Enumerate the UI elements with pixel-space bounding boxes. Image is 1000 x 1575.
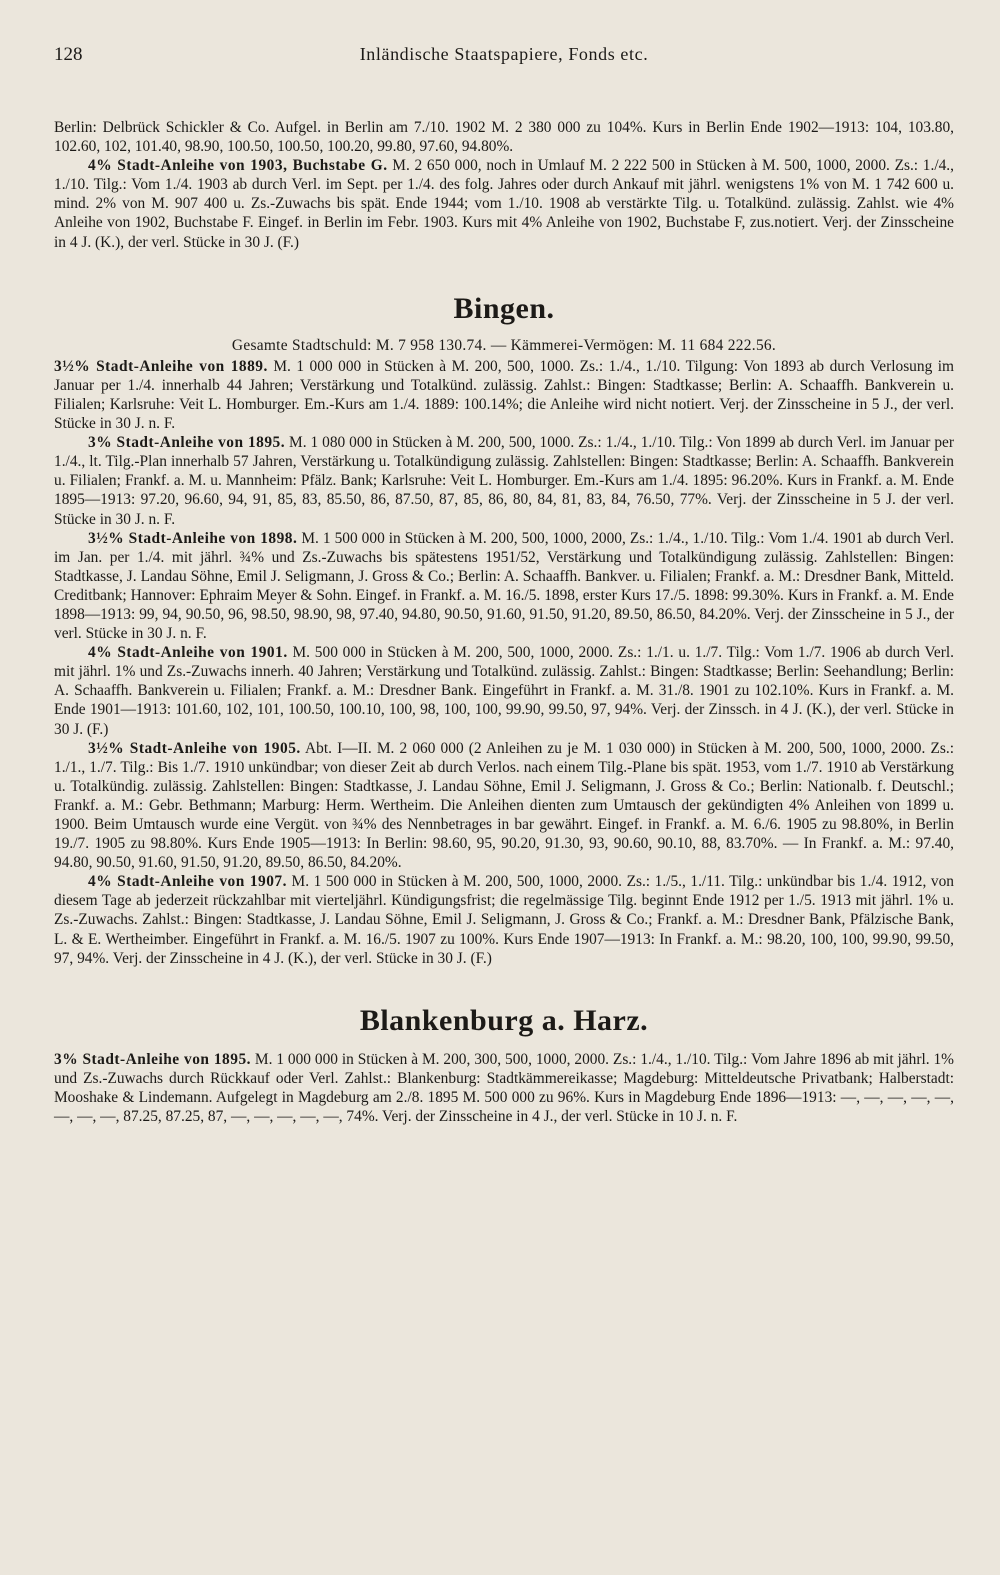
loan-entry xyxy=(54,1050,954,1126)
loan-entry xyxy=(54,357,954,433)
loan-title: 4% Stadt-Anleihe von 1907. xyxy=(88,873,287,891)
loan-title: 4% Stadt-Anleihe von 1901. xyxy=(88,644,288,662)
loan-entry xyxy=(54,529,954,644)
loan-description: M. 1 000 000 in Stücken à M. 200, 500, 1000. Zs.: 1./4., 1./10. Tilgung: Von 1893 ab durch Verlosung im Januar per 1./4. innerhalb 44 Jahren; Verstärkung und Totalkünd. zulässig. Zahlst.: Bingen: Stadtkasse; Berlin: A. Schaaffh. Bankverein u. Filialen; Karlsruhe: Veit L. Homburger. Em.-Kurs am 1./4. 1889: 100.14%; die Anleihe wird nicht notiert. Verj. der Zinsscheine in 5 J., der verl. Stücke in 30 J. n. F. xyxy=(54,357,955,433)
loan-description: M. 2 650 000, noch in Umlauf M. 2 222 500 in Stücken à M. 500, 1000, 2000. Zs.: 1./4., 1./10. Tilg.: Vom 1./4. 1903 ab durch Verl. im Sept. per 1./4. des folg. Jahres oder durch Ankauf mit jährl. wenigstens 1% von M. 1 742 600 u. mind. 2% von M. 907 400 u. Zs.-Zuwachs bis spät. Ende 1944; vom 1./10. 1908 ab verstärkte Tilg. u. Totalkünd. zulässig. Zahlst. wie 4% Anleihe von 1902, Buchstabe F. Eingef. in Berlin im Febr. 1903. Kurs mit 4% Anleihe von 1902, Buchstabe F, zus.notiert. Verj. der Zinsscheine in 4 J. (K.), der verl. Stücke in 30 J. (F.) xyxy=(54,157,954,251)
city-summary: Gesamte Stadtschuld: M. 7 958 130.74. — Kämmerei-Vermögen: M. 11 684 222.56. xyxy=(231,336,777,354)
intro-paragraph xyxy=(54,118,954,156)
body-text xyxy=(54,118,954,1126)
city-heading-blankenburg: Blankenburg a. Harz. xyxy=(359,1003,649,1037)
loan-entry xyxy=(54,872,954,967)
running-head xyxy=(54,44,954,74)
running-title: Inländische Staatspapiere, Fonds etc. xyxy=(359,44,649,64)
loan-description: M. 1 000 000 in Stücken à M. 200, 300, 500, 1000, 2000. Zs.: 1./4., 1./10. Tilg.: Vom Jahre 1896 ab mit jährl. 1% und Zs.-Zuwachs durch Rückkauf oder Verl. Zahlst.: Blankenburg: Stadtkämmereikasse; Magdeburg: Mitteldeutsche Privatbank; Halberstadt: Mooshake & Lindemann. Aufgelegt in Magdeburg am 2./8. 1895 M. 500 000 zu 96%. Kurs in Magdeburg Ende 1896—1913: —, —, —, —, —, —, —, —, 87.25, 87.25, 87, —, —, —, —, —, 74%. Verj. der Zinsscheine in 4 J., der verl. Stücke in 10 J. n. F. xyxy=(54,1050,954,1126)
loan-description: M. 1 080 000 in Stücken à M. 200, 500, 1000. Zs.: 1./4., 1./10. Tilg.: Von 1899 ab durch Verl. im Januar per 1./4., lt. Tilg.-Plan innerhalb 57 Jahren, Verstärkung u. Totalkündigung zulässig. Zahlstellen: Bingen: Stadtkasse; Berlin: A. Schaaffh. Bankverein u. Filialen; Frankf. a. M. u. Mannheim: Pfälz. Bank; Karlsruhe: Veit L. Homburger. Em.-Kurs am 1./4. 1895: 96.20%. Kurs in Frankf. a. M. Ende 1895—1913: 97.20, 96.60, 94, 91, 85, 83, 85.50, 86, 87.50, 87, 85, 86, 80, 84, 81, 83, 84, 76.50, 77%. Verj. der Zinsscheine in 5 J. der verl. Stücke in 30 J. n. F. xyxy=(54,434,954,528)
loan-title: 3½% Stadt-Anleihe von 1905. xyxy=(88,739,301,757)
loan-title: 3½% Stadt-Anleihe von 1889. xyxy=(54,357,268,375)
loan-title: 4% Stadt-Anleihe von 1903, Buchstabe G. xyxy=(88,157,388,175)
loan-description: M. 1 500 000 in Stücken à M. 200, 500, 1000, 2000. Zs.: 1./5., 1./11. Tilg.: unkündbar bis 1./4. 1912, von diesem Tage ab jederzeit rückzahlbar mit vierteljährl. Kündigungsfrist; die regelmässige Tilg. beginnt Ende 1912 per 1./5. 1913 mit jährl. 1% u. Zs.-Zuwachs. Zahlst.: Bingen: Stadtkasse, J. Landau Söhne, Emil J. Seligmann, J. Gross & Co.; Frankf. a. M.: Dresdner Bank, Pfälzische Bank, L. & E. Wertheimber. Eingeführt in Frankf. a. M. 16./5. 1907 zu 100%. Kurs Ende 1907—1913: In Frankf. a. M.: 98.20, 100, 100, 99.90, 99.50, 97, 94%. Verj. der Zinsscheine in 4 J. (K.), der verl. Stücke in 30 J. (F.) xyxy=(54,873,954,967)
loan-title: 3% Stadt-Anleihe von 1895. xyxy=(54,1050,251,1068)
loan-entry xyxy=(54,643,954,738)
loan-description: Berlin: Delbrück Schickler & Co. Aufgel. in Berlin am 7./10. 1902 M. 2 380 000 zu 104%. Kurs in Berlin Ende 1902—1913: 104, 103.80, 102.60, 102, 101.40, 98.90, 100.50, 100.50, 100.20, 99.80, 97.60, 94.80%. xyxy=(54,119,954,156)
loan-description: M. 1 500 000 in Stücken à M. 200, 500, 1000, 2000, Zs.: 1./4., 1./10. Tilg.: Vom 1./4. 1901 ab durch Verl. im Jan. per 1./4. mit jährl. ¾% und Zs.-Zuwachs bis spätestens 1951/52, Verstärkung und Totalkündigung zulässig. Zahlstellen: Bingen: Stadtkasse, J. Landau Söhne, Emil J. Seligmann, J. Gross & Co.; Berlin: A. Schaaffh. Bankver. u. Filialen; Frankf. a. M.: Dresdner Bank, Mitteld. Creditbank; Hannover: Ephraim Meyer & Sohn. Eingef. in Frankf. a. M. 16./5. 1898, erster Kurs 17./5. 1898: 99.30%. Kurs in Frankf. a. M. Ende 1898—1913: 99, 94, 90.50, 96, 98.50, 98.90, 98, 97.40, 94.80, 90.50, 91.60, 91.50, 91.20, 89.50, 86.50, 84.20%. Verj. der Zinsscheine in 5 J., der verl. Stücke in 30 J. n. F. xyxy=(54,529,955,643)
loan-description: Abt. I—II. M. 2 060 000 (2 Anleihen zu je M. 1 030 000) in Stücken à M. 200, 500, 1000, 2000. Zs.: 1./1., 1./7. Tilg.: Bis 1./7. 1910 unkündbar; von dieser Zeit ab durch Verlos. nach einem Tilg.-Plane bis spät. 1953, vom 1./7. 1910 ab Verstärkung u. Totalkündig. zulässig. Zahlstellen: Bingen: Stadtkasse, J. Landau Söhne, Emil J. Seligmann, J. Gross & Co.; Berlin: Nationalb. f. Deutschl.; Frankf. a. M.: Gebr. Bethmann; Marburg: Herm. Wertheim. Die Anleihen dienten zum Umtausch der gekündigten 4% Anleihen von 1899 u. 1900. Beim Umtausch wurde eine Vergüt. von ¾% des Nennbetrages in bar gewährt. Eingef. in Frankf. a. M. 6./6. 1905 zu 98.80%, in Berlin 19./7. 1905 zu 98.80%. Kurs Ende 1905—1913: In Berlin: 98.60, 95, 90.20, 91.30, 93, 90.60, 90.10, 88, 83.70%. — In Frankf. a. M.: 97.40, 94.80, 90.50, 91.60, 91.50, 91.20, 89.50, 86.50, 84.20%. xyxy=(54,739,954,872)
loan-description: M. 500 000 in Stücken à M. 200, 500, 1000, 2000. Zs.: 1./1. u. 1./7. Tilg.: Vom 1./7. 1906 ab durch Verl. mit jährl. 1% und Zs.-Zuwachs innerh. 40 Jahren; Verstärkung und Totalkünd. zulässig. Zahlst.: Bingen: Stadtkasse; Berlin: Seehandlung; Berlin: A. Schaaffh. Bankverein u. Filialen; Frankf. a. M.: Dresdner Bank. Eingeführt in Frankf. a. M. 31./8. 1901 zu 102.10%. Kurs in Frankf. a. M. Ende 1901—1913: 101.60, 102, 101, 100.50, 100.10, 100, 98, 100, 100, 99.90, 99.50, 97, 94%. Verj. der Zinssch. in 4 J. (K.), der verl. Stücke in 30 J. (F.) xyxy=(54,644,954,738)
loan-entry xyxy=(54,433,954,528)
loan-title: 3% Stadt-Anleihe von 1895. xyxy=(88,434,286,452)
loan-title: 3½% Stadt-Anleihe von 1898. xyxy=(88,529,298,547)
loan-entry xyxy=(54,739,954,873)
city-heading-bingen: Bingen. xyxy=(453,291,555,325)
page-number: 128 xyxy=(54,44,83,65)
intro-paragraph xyxy=(54,156,954,251)
